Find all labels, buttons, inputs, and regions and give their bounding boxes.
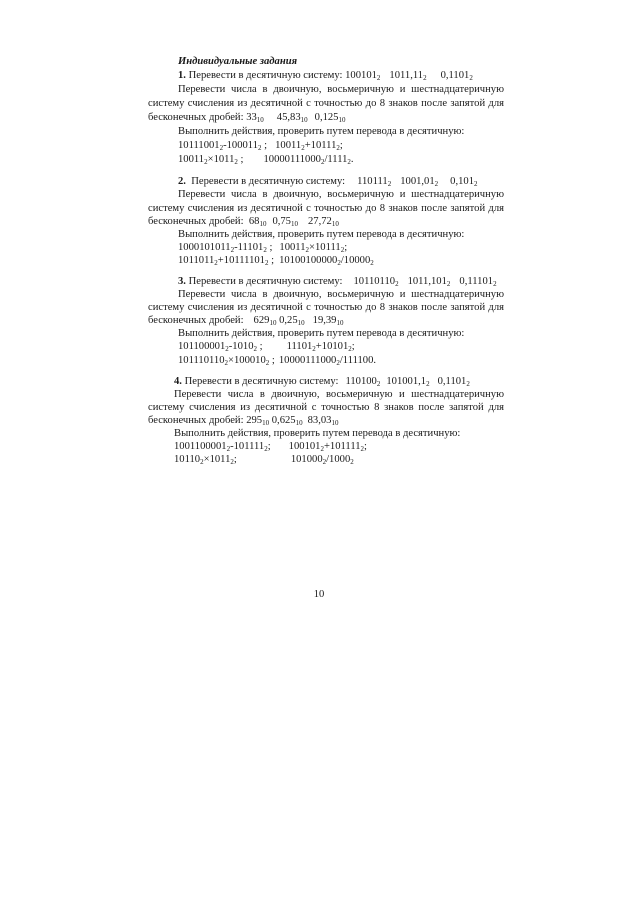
task-3-ops-line-2: $101110110_2\times 100010_2$ ; $10000111000_2/111100$. (178, 355, 377, 367)
task-1-ops-line-2: $10011_2\times 1011_2$ ; $10000111000_2/1111_2$. (178, 154, 354, 166)
task-2-ops-line-1: $1000101011_2-11101_2$ ; $10011_2\times 10111_2$; (178, 242, 348, 254)
task-3-text-line-1: Перевести числа в двоичную, восьмеричную и шестнадцатеричную (178, 289, 504, 300)
task-1-ops-line-1: $10111001_2-100011_2$ ; $10011_2+10111_2$; (178, 140, 343, 152)
task-number: 3. (178, 276, 186, 287)
task-3-ops-line-1: $101100001_2-1010_2$ ; $11101_2+10101_2$; (178, 341, 355, 353)
task-2-convert-line: 2. Перевести в десятичную систему: $110111_2$ $1001,01_2$ $0,101_2$ (178, 176, 478, 188)
task-2-ops-label: Выполнить действия, проверить путем перевода в десятичную: (178, 229, 465, 240)
heading: Индивидуальные задания (178, 56, 298, 67)
task-1-convert-line: 1. Перевести в десятичную систему: $100101_2$ $1011,11_2$ $0,1101_2$ (178, 70, 473, 82)
task-3-decimals-line: бесконечных дробей: $629_{10}$ $0,25_{10}$ $19,39_{10}$ (148, 315, 344, 327)
task-number: 1. (178, 70, 186, 81)
task-3-ops-label: Выполнить действия, проверить путем перевода в десятичную: (178, 328, 465, 339)
task-1-text-line-1: Перевести числа в двоичную, восьмеричную и шестнадцатеричную (178, 84, 504, 95)
task-2-decimals-line: бесконечных дробей: $68_{10}$ $0,75_{10}$ $27,72_{10}$ (148, 216, 339, 228)
task-3-text-line-2: систему счисления из десятичной с точностью до 8 знаков после запятой для (148, 302, 504, 313)
task-2-text-line-1: Перевести числа в двоичную, восьмеричную и шестнадцатеричную (178, 189, 504, 200)
task-1-ops-label: Выполнить действия, проверить путем перевода в десятичную: (178, 126, 465, 137)
task-4-text-line-2: систему счисления из десятичной с точностью 8 знаков после запятой для (148, 402, 504, 413)
task-1-text-line-2: систему счисления из десятичной с точностью до 8 знаков после запятой для (148, 98, 504, 109)
task-number: 4. (174, 376, 182, 387)
task-3-convert-line: 3. Перевести в десятичную систему: $10110110_2$ $1011,101_2$ $0,11101_2$ (178, 276, 497, 288)
task-4-decimals-line: бесконечных дробей: $295_{10}$ $0,625_{10}$ $83,03_{10}$ (148, 415, 339, 427)
task-4-ops-line-2: $10110_2\times 1011_2$; $101000_2/1000_2$ (174, 454, 354, 466)
task-2-ops-line-2: $1011011_2+10111101_2$ ; $10100100000_2/10000_2$ (178, 255, 374, 267)
task-4-ops-label: Выполнить действия, проверить путем перевода в десятичную: (174, 428, 461, 439)
task-number: 2. (178, 176, 186, 187)
task-4-convert-line: 4. Перевести в десятичную систему: $110100_2$ $101001,1_2$ $0,1101_2$ (174, 376, 470, 388)
page-number: 10 (313, 589, 325, 600)
task-1-decimals-line: бесконечных дробей: $33_{10}$ $45,83_{10}$ $0,125_{10}$ (148, 112, 346, 124)
task-4-ops-line-1: $1001100001_2-101111_2$; $100101_2+101111_2$; (174, 441, 367, 453)
task-2-text-line-2: систему счисления из десятичной с точностью до 8 знаков после запятой для (148, 203, 504, 214)
task-4-text-line-1: Перевести числа в двоичную, восьмеричную и шестнадцатеричную (174, 389, 504, 400)
